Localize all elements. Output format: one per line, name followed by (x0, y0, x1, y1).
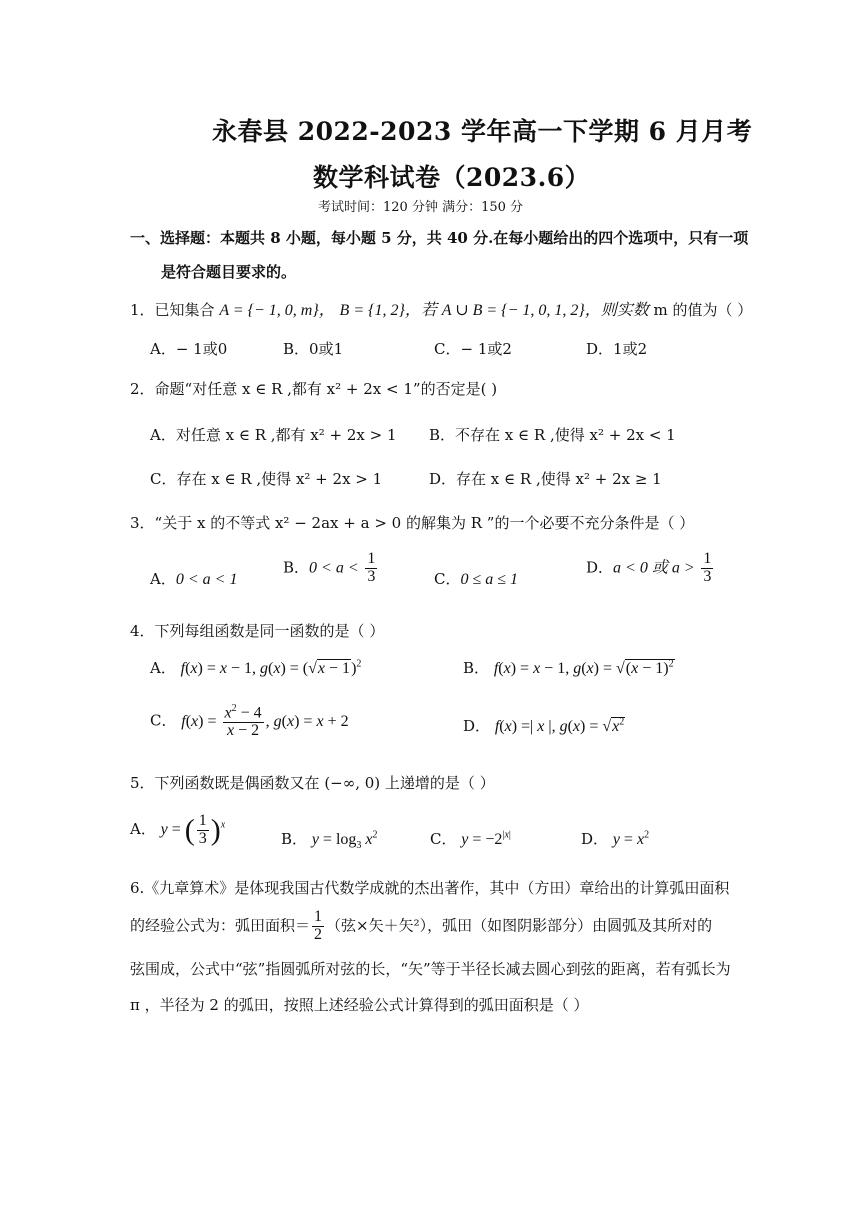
q3-b-label: B． (283, 558, 310, 577)
q5-c-label: C． (430, 830, 457, 848)
question-6-line3: 弦围成，公式中“弦”指圆弧所对弦的长，“矢”等于半径长减去圆心到弦的距离，若有弧长为 (130, 960, 731, 978)
q4-option-c (150, 704, 349, 740)
q2-option-c: C．存在 x ∈ R ,使得 x² + 2x > 1 (150, 470, 383, 488)
q3-c-label: C． (434, 570, 461, 588)
q1-union: A ∪ B = {− 1, 0, 1, 2}，则实数 (441, 302, 649, 319)
q5-option-b (281, 828, 378, 851)
q4-option-a (150, 657, 361, 678)
q6-line2-b: （弦×矢＋矢²），弧田（如图阴影部分）由圆弧及其所对的 (326, 916, 713, 935)
question-6-line1: 6.《九章算术》是体现我国古代数学成就的杰出著作，其中（方田）章给出的计算弧田面积 (130, 879, 730, 897)
q5-d-formula: $y = x^2$ (612, 829, 650, 848)
frac-num: 1 (703, 550, 712, 567)
frac-den: 3 (367, 567, 376, 585)
section-heading: 一、选择题：本题共 8 小题，每小题 5 分，共 40 分.在每小题给出的四个选项中，只有一项 (130, 229, 749, 247)
q1-option-d: D．1或2 (586, 340, 648, 358)
q5-a-label: A． (130, 819, 156, 838)
q4-b-formula: f(x) = x − 1, $g(x) = √(x - 1)^2$ (493, 658, 674, 677)
q1-option-a: A．− 1或0 (150, 340, 228, 358)
q1-tail: m 的值为（ ） (653, 301, 753, 319)
fraction-one-third (701, 551, 713, 586)
q3-option-c (434, 568, 518, 589)
q4-d-label: D． (463, 717, 491, 735)
q1-option-b: B．0或1 (283, 340, 344, 358)
q5-d-label: D． (581, 830, 609, 848)
q4-d-formula: f(x) =| x |, $g(x) = √x^2$ (494, 716, 625, 735)
q5-a-formula: y = ( $\frac{1}{3}$ )$^x$ (160, 812, 226, 847)
frac-den: 3 (703, 567, 712, 585)
question-3: 3．“关于 x 的不等式 x² − 2ax + a > 0 的解集为 R ”的一个必要不充分条件是（ ） (130, 514, 695, 532)
q1-set-b: B = {1, 2}，若 (339, 302, 437, 319)
section-heading-cont: 是符合题目要求的。 (161, 263, 297, 281)
q4-c-formula: f(x) = $\frac{x^2 - 4}{x - 2}$ , g(x) = x + 2 (181, 703, 349, 740)
fraction-one-half: $\frac{1}{2}$ (314, 908, 323, 943)
q3-b-text: 0 < a < (309, 559, 359, 577)
q3-d-label: D． (586, 558, 614, 577)
fraction-one-third (365, 551, 377, 586)
q2-option-b: B．不存在 x ∈ R ,使得 x² + 2x < 1 (429, 426, 676, 444)
q5-b-label: B． (281, 830, 308, 848)
q5-b-formula: $y = \log_3 x^2$ (311, 829, 378, 852)
question-2: 2．命题“对任意 x ∈ R ,都有 x² + 2x < 1”的否定是( ) (130, 380, 498, 398)
q4-a-formula: f(x) = x − 1, $g(x) = (√x - 1)^2$ (180, 658, 362, 677)
q4-option-b (463, 657, 675, 678)
q3-a-label: A． (150, 570, 176, 588)
question-4: 4．下列每组函数是同一函数的是（ ） (130, 622, 385, 640)
question-6-line4: π ，半径为 2 的弧田，按照上述经验公式计算得到的弧田面积是（ ） (130, 996, 589, 1014)
q1-set-a: A = {− 1, 0, m}， (219, 302, 335, 319)
frac-num: 1 (367, 550, 376, 567)
q5-option-d (581, 828, 649, 849)
q4-c-label: C． (150, 711, 177, 730)
question-6-line2 (130, 909, 712, 944)
q6-line2-a: 的经验公式为：弧田面积＝ (130, 916, 311, 935)
question-5: 5．下列函数既是偶函数又在 (−∞, 0) 上递增的是（ ） (130, 774, 495, 792)
q3-option-a (150, 568, 237, 589)
page-title: 永春县 2022-2023 学年高一下学期 6 月月考 (212, 117, 753, 146)
q5-option-a (130, 813, 225, 848)
q1-stem-a: 1．已知集合 (130, 301, 215, 319)
q2-option-a: A．对任意 x ∈ R ,都有 x² + 2x > 1 (150, 426, 397, 444)
q3-d-text: a < 0 或 a > (613, 559, 695, 577)
q4-a-label: A． (150, 659, 176, 677)
q1-option-c: C．− 1或2 (434, 340, 512, 358)
q3-option-b (283, 551, 379, 586)
q3-option-d (586, 551, 715, 586)
q3-a-text: 0 < a < 1 (175, 571, 238, 588)
q4-b-label: B． (463, 659, 490, 677)
page-subtitle: 数学科试卷（2023.6） (313, 163, 591, 192)
q2-option-d: D．存在 x ∈ R ,使得 x² + 2x ≥ 1 (429, 470, 662, 488)
q5-c-formula: $y = -2^{|x|}$ (461, 829, 511, 848)
q4-option-d (463, 715, 625, 736)
q5-option-c (430, 828, 511, 849)
question-1 (130, 297, 752, 320)
exam-info: 考试时间：120 分钟 满分：150 分 (318, 200, 524, 215)
q3-c-text: 0 ≤ a ≤ 1 (460, 571, 519, 588)
